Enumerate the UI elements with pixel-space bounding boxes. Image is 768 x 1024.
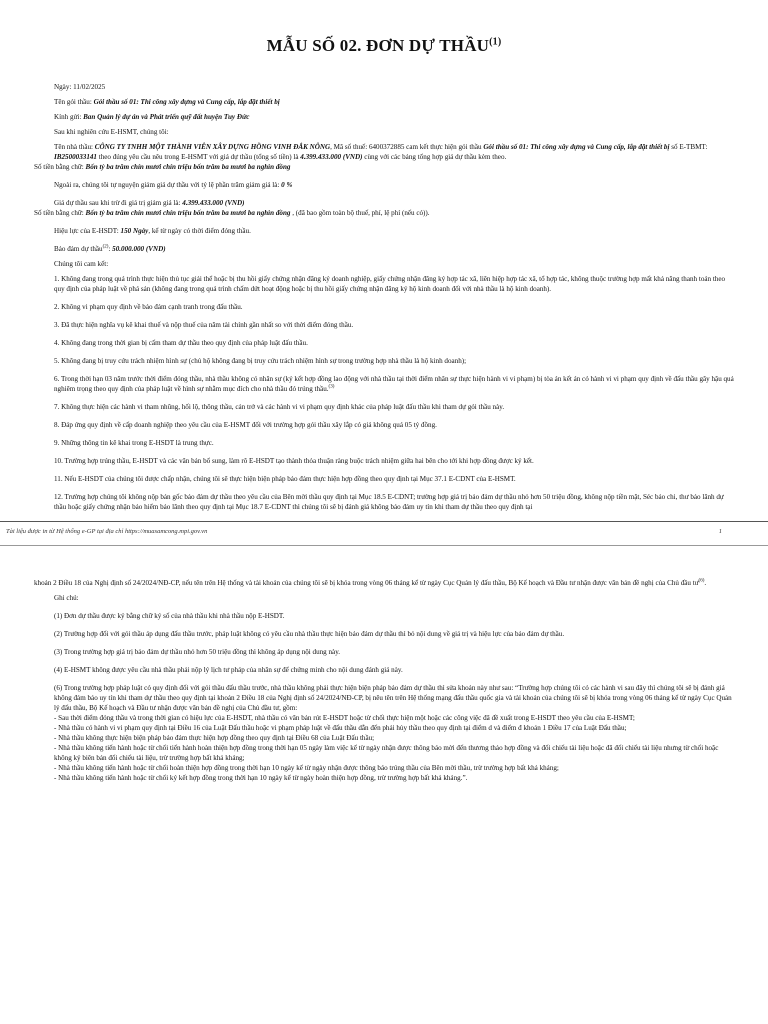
page-1-body	[34, 82, 734, 512]
page-title: MẪU SỐ 02. ĐƠN DỰ THẦU$^{(1)}$	[266, 36, 502, 55]
note-2: (2) Trường hợp đối với gói thầu áp dụng đấu thầu trước, pháp luật không có yêu cầu nhà thầu thực hiện bảo đảm dự thầu thì bỏ nội dung về giá trị và hiệu lực của bảo đảm dự thầu.	[54, 630, 565, 638]
note-6-bullet-6: - Nhà thầu không tiến hành hoặc từ chối ký kết hợp đồng trong thời hạn 10 ngày kể từ ngày hoàn thiện hợp đồng, trừ trường hợp bất khả kháng.”.	[54, 774, 468, 782]
note-6-bullet-5: - Nhà thầu không tiến hành hoặc từ chối hoàn thiện hợp đồng trong thời hạn 10 ngày kể từ ngày nhận được thông báo trúng thầu của Bên mời thầu, trừ trường hợp bất khả kháng;	[54, 764, 559, 772]
commitment-item-7: 7. Không thực hiện các hành vi tham nhũng, hối lộ, thông thầu, cản trở và các hành vi vi phạm quy định khác của pháp luật đấu thầu khi tham dự gói thầu này.	[54, 403, 505, 411]
bid-guarantee-line: Bảo đảm dự thầu$^{(2)}$: 50.000.000 (VND)	[54, 244, 166, 253]
note-3: (3) Trong trường hợp giá trị bảo đảm dự thầu nhỏ hơn 50 triệu đồng thì không áp dụng nội dung này.	[54, 648, 341, 656]
validity-line: Hiệu lực của E-HSDT: 150 Ngày, kể từ ngày có thời điểm đóng thầu.	[54, 227, 251, 235]
package-line: Tên gói thầu: Gói thầu số 01: Thi công xây dựng và Cung cấp, lắp đặt thiết bị	[54, 98, 280, 106]
amount-in-words-1: Số tiền bằng chữ: Bốn tỷ ba trăm chín mươi chín triệu bốn trăm ba mươi ba nghìn đồng	[34, 163, 291, 171]
amount-in-words-2: Số tiền bằng chữ: Bốn tỷ ba trăm chín mươi chín triệu bốn trăm ba mươi ba nghìn đồng , (đã bao gồm toàn bộ thuế, phí, lệ phí (nếu có)).	[34, 209, 430, 217]
commitment-item-6: 6. Trong thời hạn 03 năm trước thời điểm đóng thầu, nhà thầu không có nhân sự (ký kết hợp đồng lao động với nhà thầu tại thời điểm nhân sự thực hiện hành vi vi phạm) bị tòa án kết án có hành vi vi phạm quy định về đấu thầu gây hậu quả nghiêm trọng theo quy định của pháp luật về hình sự nhằm mục đích cho nhà thầu đó trúng thầu.$^{(3)}$	[54, 375, 734, 393]
document-page-2	[0, 546, 768, 1024]
commitment-item-5: 5. Không đang bị truy cứu trách nhiệm hình sự (chủ hộ không đang bị truy cứu trách nhiệm hình sự trong trường hợp nhà thầu là hộ kinh doanh);	[54, 357, 467, 365]
discount-line: Ngoài ra, chúng tôi tự nguyện giảm giá dự thầu với tỷ lệ phần trăm giảm giá là: 0 %	[54, 181, 293, 189]
commitment-item-9: 9. Những thông tin kê khai trong E-HSDT là trung thực.	[54, 439, 214, 447]
commitment-item-1: 1. Không đang trong quá trình thực hiện thủ tục giải thể hoặc bị thu hồi giấy chứng nhận đăng ký doanh nghiệp, giấy chứng nhận đăng ký hợp tác xã, liên hiệp hợp tác xã, tổ hợp tác, không thuộc trường hợp mất khả năng thanh toán theo quy định của pháp luật về phá sản (không đang trong quá trình chấm dứt hoạt động hoặc bị thu hồi giấy chứng nhận đăng ký hộ kinh doanh đối với nhà thầu là hộ kinh doanh).	[54, 275, 726, 293]
commitment-heading: Chúng tôi cam kết:	[54, 260, 109, 268]
note-6-bullet-2: - Nhà thầu có hành vi vi phạm quy định tại Điều 16 của Luật Đấu thầu hoặc vi phạm pháp luật về đấu thầu dẫn đến phải hủy thầu theo quy định tại điểm d và điểm đ khoản 1 Điều 17 của Luật Đấu thầu;	[54, 724, 627, 732]
footer-source-text: Tài liệu được in từ Hệ thống e-GP tại địa chỉ https://muasamcong.mpi.gov.vn	[6, 528, 208, 535]
recipient-line: Kính gửi: Ban Quản lý dự án và Phát triển quỹ đất huyện Tuy Đức	[54, 113, 250, 121]
page-number: 1	[718, 528, 722, 535]
note-4: (4) E-HSMT không được yêu cầu nhà thầu phải nộp lý lịch tư pháp của nhân sự để chứng minh cho nội dung đánh giá này.	[54, 666, 403, 674]
commitment-item-4: 4. Không đang trong thời gian bị cấm tham dự thầu theo quy định của pháp luật đấu thầu.	[54, 339, 308, 347]
note-6-bullet-4: - Nhà thầu không tiến hành hoặc từ chối tiến hành hoàn thiện hợp đồng trong thời hạn 05 ngày làm việc kể từ ngày nhận được thông báo mời đến thương thảo hợp đồng và đối chiếu tài liệu hoặc đã đối chiếu tài liệu nhưng từ chối hoặc không ký biên bản đối chiếu tài liệu, trừ trường hợp bất khả kháng;	[54, 744, 719, 762]
notes-heading: Ghi chú:	[54, 594, 79, 602]
commitment-item-11: 11. Nếu E-HSDT của chúng tôi được chấp nhận, chúng tôi sẽ thực hiện biện pháp bảo đảm thực hiện hợp đồng theo quy định tại Mục 37.1 E-CDNT của E-HSMT.	[54, 475, 516, 483]
price-after-discount-line: Giá dự thầu sau khi trừ đi giá trị giảm giá là: 4.399.433.000 (VND)	[54, 199, 245, 207]
after-study-line: Sau khi nghiên cứu E-HSMT, chúng tôi:	[54, 128, 169, 136]
commitment-item-10: 10. Trường hợp trúng thầu, E-HSDT và các văn bản bổ sung, làm rõ E-HSDT tạo thành thỏa thuận ràng buộc trách nhiệm giữa hai bên cho tới khi hợp đồng được ký kết.	[54, 457, 534, 465]
note-6: (6) Trong trường hợp pháp luật có quy định đối với gói thầu đấu thầu trước, nhà thầu không phải thực hiện biện pháp bảo đảm dự thầu thì sửa khoản này như sau: “Trường hợp chúng tôi có các hành vi sau đây thì chúng tôi sẽ bị đánh giá không đảm bảo uy tín khi tham dự thầu theo quy định tại khoản 2 Điều 18 của Nghị định số 24/2024/NĐ-CP, bị nêu tên trên Hệ thống mạng đấu thầu quốc gia và tài khoản của chúng tôi sẽ bị khóa trong vòng 06 tháng kể từ ngày Cục Quản lý đấu thầu, Bộ Kế hoạch và Đầu tư nhận được văn bản đề nghị của Chủ đầu tư, gồm:	[54, 684, 732, 712]
date-line: Ngày: 11/02/2025	[54, 83, 106, 91]
note-6-bullet-1: - Sau thời điểm đóng thầu và trong thời gian có hiệu lực của E-HSDT, nhà thầu có văn bản rút E-HSDT hoặc từ chối thực hiện một hoặc các công việc đã đề xuất trong E-HSDT theo yêu cầu của E-HSMT;	[54, 714, 635, 722]
commitment-item-2: 2. Không vi phạm quy định về bảo đảm cạnh tranh trong đấu thầu.	[54, 303, 243, 311]
page-2-body	[34, 578, 734, 783]
note-1: (1) Đơn dự thầu được ký bằng chữ ký số của nhà thầu khi nhà thầu nộp E-HSDT.	[54, 612, 285, 620]
continued-paragraph: khoản 2 Điều 18 của Nghị định số 24/2024/NĐ-CP, nếu tên trên Hệ thống và tài khoản của chúng tôi sẽ bị khóa trong vòng 06 tháng kể từ ngày Cục Quản lý đấu thầu, Bộ Kế hoạch và Đầu tư nhận được văn bản đề nghị của Chủ đầu $tư^{(6)}$.	[34, 578, 707, 587]
commitment-item-12: 12. Trường hợp chúng tôi không nộp bản gốc bảo đảm dự thầu theo yêu cầu của Bên mời thầu quy định tại Mục 18.5 E-CDNT; trường hợp giá trị bảo đảm dự thầu nhỏ hơn 50 triệu đồng, không nộp tiền mặt, Séc bảo chi, thư bảo lãnh dự thầu hoặc giấy chứng nhận bảo hiểm bảo lãnh theo quy định tại Mục 18.7 E-CDNT thì chúng tôi sẽ bị đánh giá không bảo đảm uy tín khi tham dự thầu theo quy định tại	[54, 493, 724, 511]
bidder-paragraph: Tên nhà thầu: CÔNG TY TNHH MỘT THÀNH VIÊN XÂY DỰNG HỒNG VINH ĐẮK NÔNG, Mã số thuế: 6400372885 cam kết thực hiện gói thầu Gói thầu số 01: Thi công xây dựng và Cung cấp, lắp đặt thiết bị số E-TBMT: IB2500033141 theo đúng yêu cầu nêu trong E-HSMT với giá dự thầu (tổng số tiền) là 4.399.433.000 (VND) cùng với các bảng tổng hợp giá dự thầu kèm theo.	[54, 143, 708, 161]
page-footer	[0, 521, 768, 544]
note-6-bullet-3: - Nhà thầu không thực hiện biện pháp bảo đảm thực hiện hợp đồng theo quy định tại Điều 68 của Luật Đấu thầu;	[54, 734, 375, 742]
commitment-item-3: 3. Đã thực hiện nghĩa vụ kê khai thuế và nộp thuế của năm tài chính gần nhất so với thời điểm đóng thầu.	[54, 321, 354, 329]
commitment-item-8: 8. Đáp ứng quy định về cấp doanh nghiệp theo yêu cầu của E-HSMT đối với trường hợp gói thầu xây lắp có giá không quá 05 tỷ đồng.	[54, 421, 437, 429]
